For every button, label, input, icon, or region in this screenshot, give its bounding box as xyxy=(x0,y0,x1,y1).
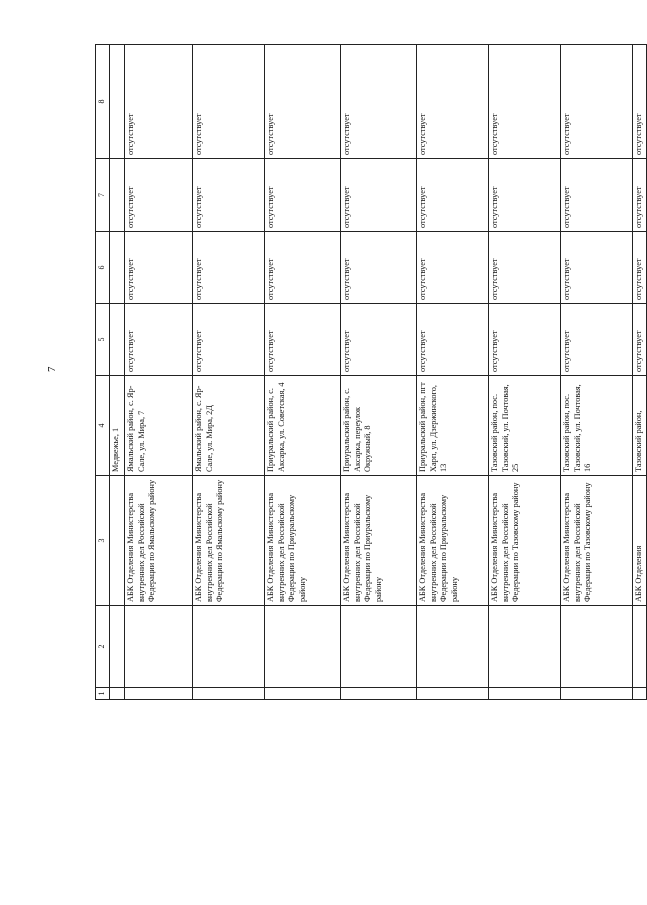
address-cell: Приуральский район, с. Аксарка, ул. Советская, 4 xyxy=(265,376,341,476)
empty-cell xyxy=(265,606,341,688)
status-cell: отсутствует xyxy=(489,159,561,232)
header-cell: 4 xyxy=(96,376,110,476)
table-cell xyxy=(110,159,125,232)
table-cell xyxy=(110,232,125,304)
object-name-cell: АБК Отделения Министерства внутренних дел Российской Федерации по Приуральскому району xyxy=(265,476,341,606)
empty-cell xyxy=(561,606,633,688)
status-cell: отсутствует xyxy=(341,159,417,232)
header-cell: 5 xyxy=(96,304,110,376)
status-cell: отсутствует xyxy=(561,159,633,232)
status-cell: отсутствует xyxy=(341,232,417,304)
table-row xyxy=(193,45,265,700)
table-row xyxy=(633,45,647,700)
table-row xyxy=(417,45,489,700)
status-cell: отсутствует xyxy=(417,304,489,376)
empty-cell xyxy=(265,688,341,700)
address-cell: Тазовский район, xyxy=(633,376,647,476)
header-cell: 3 xyxy=(96,476,110,606)
status-cell: отсутствует xyxy=(265,304,341,376)
status-cell: отсутствует xyxy=(417,45,489,159)
empty-cell xyxy=(341,688,417,700)
status-cell: отсутствует xyxy=(193,304,265,376)
table-cell xyxy=(110,606,125,688)
header-row xyxy=(96,45,110,700)
object-name-cell: АБК Отделения Министерства внутренних дел Российской Федерации по Ямальскому району xyxy=(125,476,193,606)
object-name-cell: АБК Отделения xyxy=(633,476,647,606)
header-cell: 6 xyxy=(96,232,110,304)
object-name-cell: АБК Отделения Министерства внутренних дел Российской Федерации по Ямальскому району xyxy=(193,476,265,606)
lead-address-cell: Медвежье, 1 xyxy=(110,376,125,476)
status-cell: отсутствует xyxy=(633,159,647,232)
header-cell: 8 xyxy=(96,45,110,159)
status-cell: отсутствует xyxy=(125,232,193,304)
table-cell xyxy=(110,45,125,159)
empty-cell xyxy=(417,688,489,700)
empty-cell xyxy=(193,688,265,700)
table-row xyxy=(265,45,341,700)
table-cell xyxy=(110,688,125,700)
address-cell: Ямальский район, с. Яр-Сале, ул. Мира, 7 xyxy=(125,376,193,476)
address-cell: Ямальский район, с. Яр-Сале, ул. Мира, 2Д xyxy=(193,376,265,476)
status-cell: отсутствует xyxy=(633,232,647,304)
table-cell xyxy=(110,304,125,376)
table-row xyxy=(561,45,633,700)
header-cell: 1 xyxy=(96,688,110,700)
objects-table xyxy=(95,44,647,700)
status-cell: отсутствует xyxy=(561,304,633,376)
table-cell xyxy=(110,476,125,606)
status-cell: отсутствует xyxy=(341,304,417,376)
empty-cell xyxy=(125,688,193,700)
object-name-cell: АБК Отделения Министерства внутренних дел Российской Федерации по Тазовскому району xyxy=(489,476,561,606)
rotated-table-wrapper xyxy=(95,45,643,700)
header-cell: 2 xyxy=(96,606,110,688)
header-cell: 7 xyxy=(96,159,110,232)
status-cell: отсутствует xyxy=(125,45,193,159)
status-cell: отсутствует xyxy=(193,232,265,304)
object-name-cell: АБК Отделения Министерства внутренних дел Российской Федерации по Приуральскому району xyxy=(341,476,417,606)
status-cell: отсутствует xyxy=(125,159,193,232)
table-row xyxy=(489,45,561,700)
status-cell: отсутствует xyxy=(489,45,561,159)
address-cell: Приуральский район, с. Аксарка, переулок Окружный, 8 xyxy=(341,376,417,476)
status-cell: отсутствует xyxy=(265,232,341,304)
table-row xyxy=(341,45,417,700)
status-cell: отсутствует xyxy=(125,304,193,376)
status-cell: отсутствует xyxy=(417,159,489,232)
status-cell: отсутствует xyxy=(489,232,561,304)
table-row xyxy=(125,45,193,700)
status-cell: отсутствует xyxy=(417,232,489,304)
status-cell: отсутствует xyxy=(561,232,633,304)
address-cell: Тазовский район, пос. Тазовский, ул. Почтовая, 25 xyxy=(489,376,561,476)
empty-cell xyxy=(417,606,489,688)
continuation-row xyxy=(110,45,125,700)
empty-cell xyxy=(193,606,265,688)
status-cell: отсутствует xyxy=(633,304,647,376)
page-number: 7 xyxy=(46,366,58,372)
address-cell: Приуральский район, пгт Харп, ул. Дзержинского, 13 xyxy=(417,376,489,476)
object-name-cell: АБК Отделения Министерства внутренних дел Российской Федерации по Приуральскому району xyxy=(417,476,489,606)
status-cell: отсутствует xyxy=(265,159,341,232)
status-cell: отсутствует xyxy=(193,159,265,232)
empty-cell xyxy=(633,688,647,700)
status-cell: отсутствует xyxy=(633,45,647,159)
address-cell: Тазовский район, пос. Тазовский, ул. Почтовая, 16 xyxy=(561,376,633,476)
object-name-cell: АБК Отделения Министерства внутренних дел Российской Федерации по Тазовскому району xyxy=(561,476,633,606)
status-cell: отсутствует xyxy=(561,45,633,159)
empty-cell xyxy=(341,606,417,688)
status-cell: отсутствует xyxy=(265,45,341,159)
empty-cell xyxy=(489,688,561,700)
empty-cell xyxy=(633,606,647,688)
status-cell: отсутствует xyxy=(341,45,417,159)
empty-cell xyxy=(489,606,561,688)
status-cell: отсутствует xyxy=(489,304,561,376)
status-cell: отсутствует xyxy=(193,45,265,159)
empty-cell xyxy=(125,606,193,688)
empty-cell xyxy=(561,688,633,700)
